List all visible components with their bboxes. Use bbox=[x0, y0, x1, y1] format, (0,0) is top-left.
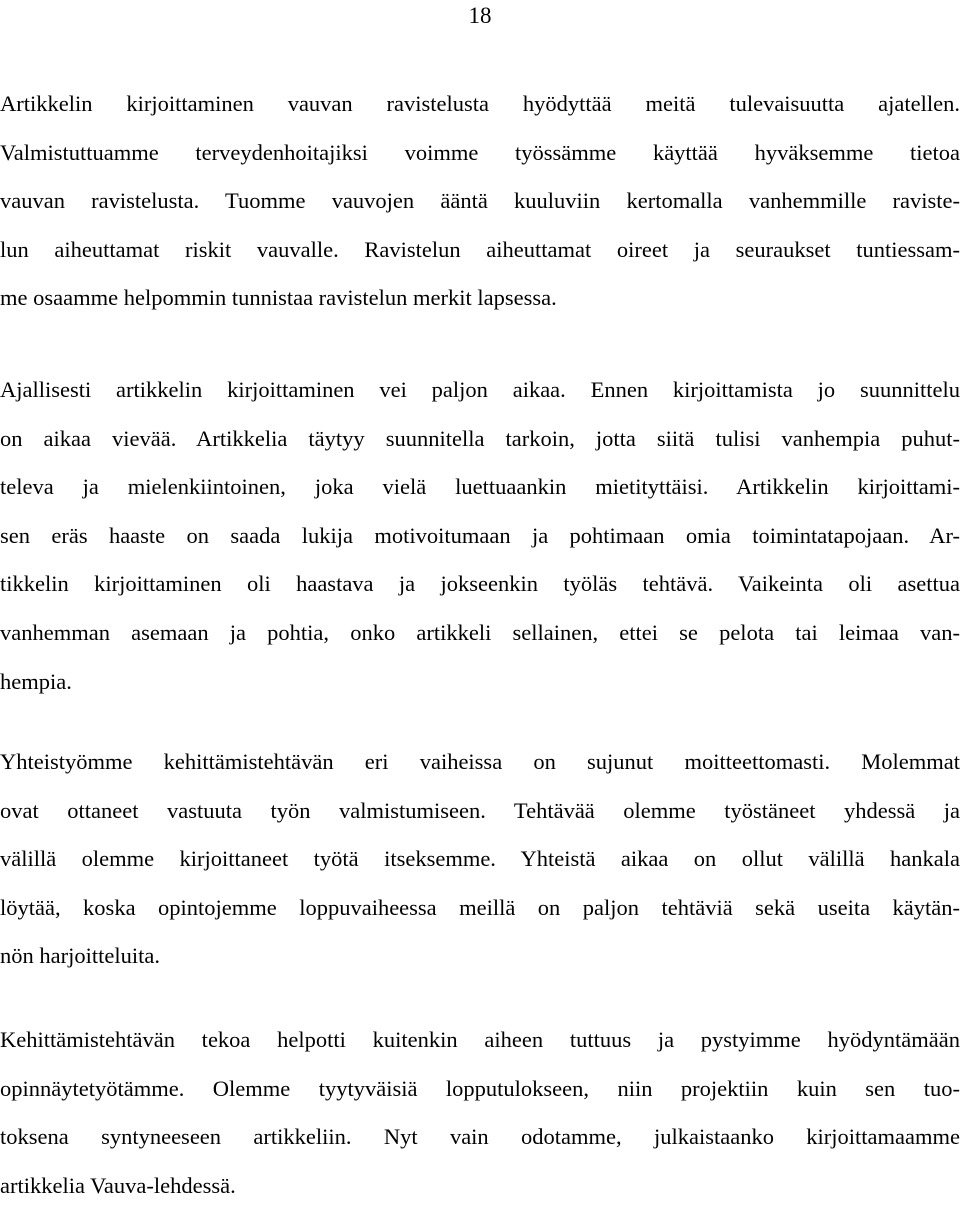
text-line: sen eräs haaste on saada lukija motivoitumaan ja pohtimaan omia toimintatapojaan. Ar- bbox=[0, 522, 960, 548]
paragraph-3 bbox=[0, 738, 960, 981]
text-line: tikkelin kirjoittaminen oli haastava ja jokseenkin työläs tehtävä. Vaikeinta oli asettua bbox=[0, 571, 960, 597]
text-line: Ajallisesti artikkelin kirjoittaminen vei paljon aikaa. Ennen kirjoittamista jo suunnittelu bbox=[0, 377, 960, 402]
text-line: Kehittämistehtävän tekoa helpotti kuitenkin aiheen tuttuus ja pystyimme hyödyntämään bbox=[0, 1027, 960, 1052]
text-line: ovat ottaneet vastuuta työn valmistumiseen. Tehtävää olemme työstäneet yhdessä ja bbox=[0, 797, 960, 823]
text-line: toksena syntyneeseen artikkeliin. Nyt vain odotamme, julkaistaanko kirjoittamaamme bbox=[0, 1124, 960, 1150]
text-line: artikkelia Vauva-lehdessä. bbox=[0, 1172, 236, 1198]
text-line: opinnäytetyötämme. Olemme tyytyväisiä lopputulokseen, niin projektiin kuin sen tuo- bbox=[0, 1075, 960, 1101]
text-line: Valmistuttuamme terveydenhoitajiksi voimme työssämme käyttää hyväksemme tietoa bbox=[0, 139, 960, 165]
paragraph-4 bbox=[0, 1016, 960, 1210]
text-line: hempia. bbox=[0, 668, 72, 694]
text-line: vanhemman asemaan ja pohtia, onko artikkeli sellainen, ettei se pelota tai leimaa van- bbox=[0, 619, 960, 645]
page-number: 18 bbox=[468, 3, 492, 28]
text-line: on aikaa vievää. Artikkelia täytyy suunnitella tarkoin, jotta siitä tulisi vanhempia puhut- bbox=[0, 425, 960, 451]
text-line: nön harjoitteluita. bbox=[0, 943, 160, 969]
text-line: televa ja mielenkiintoinen, joka vielä luettuaankin mietityttäisi. Artikkelin kirjoittami- bbox=[0, 474, 960, 500]
text-line: Yhteistyömme kehittämistehtävän eri vaiheissa on sujunut moitteettomasti. Molemmat bbox=[0, 749, 960, 774]
text-line: välillä olemme kirjoittaneet työtä itseksemme. Yhteistä aikaa on ollut välillä hankala bbox=[0, 846, 960, 872]
paragraph-2 bbox=[0, 366, 960, 706]
paragraph-1 bbox=[0, 80, 960, 323]
text-line: vauvan ravistelusta. Tuomme vauvojen ääntä kuuluviin kertomalla vanhemmille raviste- bbox=[0, 188, 960, 214]
text-line: Artikkelin kirjoittaminen vauvan ravistelusta hyödyttää meitä tulevaisuutta ajatellen. bbox=[0, 91, 960, 116]
text-line: löytää, koska opintojemme loppuvaiheessa meillä on paljon tehtäviä sekä useita käytän- bbox=[0, 894, 960, 920]
text-line: lun aiheuttamat riskit vauvalle. Ravistelun aiheuttamat oireet ja seuraukset tuntiessam- bbox=[0, 236, 960, 262]
text-line: me osaamme helpommin tunnistaa ravistelun merkit lapsessa. bbox=[0, 285, 557, 311]
